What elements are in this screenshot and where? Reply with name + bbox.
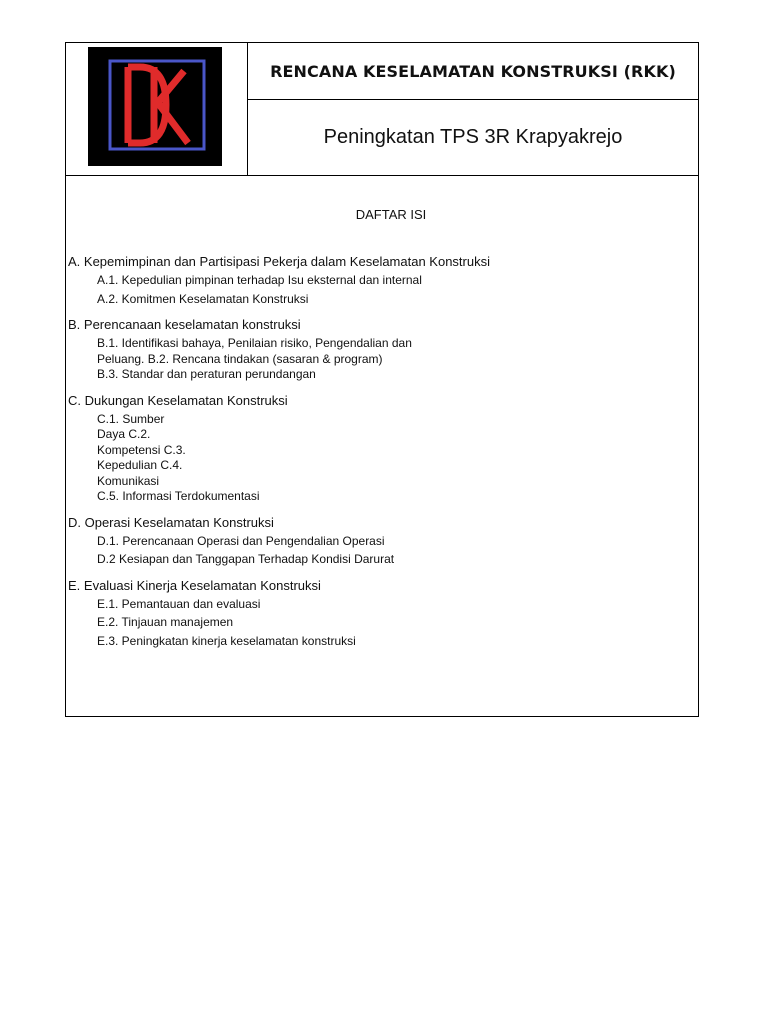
toc-section-title: A. Kepemimpinan dan Partisipasi Pekerja dalam Keselamatan Konstruksi [68,254,490,269]
toc-item: D.2 Kesiapan dan Tanggapan Terhadap Kondisi Darurat [97,552,395,566]
table-of-contents [68,254,688,659]
toc-section-b [68,317,688,383]
document-header [66,43,698,176]
toc-section-title: C. Dukungan Keselamatan Konstruksi [68,392,288,408]
toc-item: Kompetensi C.3. [97,442,186,457]
project-name: Peningkatan TPS 3R Krapyakrejo [323,126,623,148]
toc-section-title: E. Evaluasi Kinerja Keselamatan Konstruksi [68,577,321,593]
toc-section-a [68,254,688,307]
toc-item: A.1. Kepedulian pimpinan terhadap Isu eksternal dan internal [97,273,422,287]
toc-heading: DAFTAR ISI [355,207,427,222]
toc-section-c [68,393,688,505]
dk-logo-icon [88,47,222,166]
toc-item: B.1. Identifikasi bahaya, Penilaian risiko, Pengendalian dan [97,336,412,350]
toc-section-d [68,515,688,568]
toc-item: E.1. Pemantauan dan evaluasi [97,596,261,611]
document-title: RENCANA KESELAMATAN KONSTRUKSI (RKK) [270,61,676,81]
toc-item: Peluang. B.2. Rencana tindakan (sasaran & program) [97,351,383,366]
toc-item: B.3. Standar dan peraturan perundangan [97,367,316,381]
title-cell [248,43,698,100]
toc-item: Kepedulian C.4. [97,458,183,472]
logo-cell [66,43,248,175]
toc-section-title: B. Perencanaan keselamatan konstruksi [68,317,301,332]
toc-item: C.1. Sumber [97,411,165,426]
subtitle-cell [248,100,698,175]
toc-item: D.1. Perencanaan Operasi dan Pengendalian Operasi [97,533,385,548]
company-logo [88,47,222,166]
toc-item: E.2. Tinjauan manajemen [97,615,234,629]
toc-item: E.3. Peningkatan kinerja keselamatan konstruksi [97,633,356,648]
toc-item: C.5. Informasi Terdokumentasi [97,489,260,503]
toc-item: Komunikasi [97,473,160,488]
toc-item: A.2. Komitmen Keselamatan Konstruksi [97,291,309,306]
document-sheet [65,42,699,717]
toc-item: Daya C.2. [97,427,151,441]
toc-section-title: D. Operasi Keselamatan Konstruksi [68,514,274,530]
toc-section-e [68,578,688,650]
